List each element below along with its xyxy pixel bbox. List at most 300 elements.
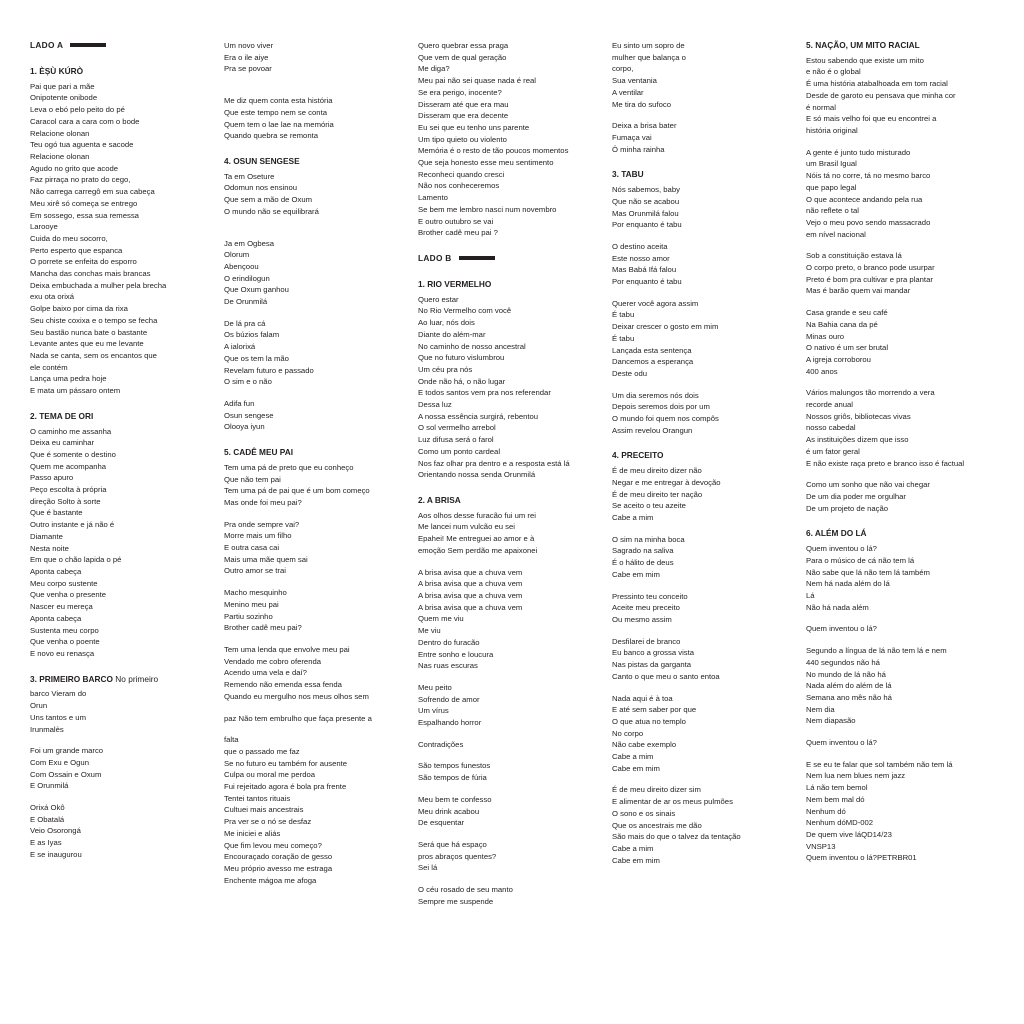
lyric-line: Tem uma lenda que envolve meu pai xyxy=(224,644,350,654)
lyric-line: Se aceito o teu azeite xyxy=(612,501,686,511)
lyric-line: Quem inventou o lá? xyxy=(806,738,877,748)
lyric-line: Os búzios falam xyxy=(224,330,280,340)
lyric-line: A igreja corroborou xyxy=(806,354,871,364)
track-title-suffix: No primeiro xyxy=(115,673,159,684)
lyric-line: Dessa luz xyxy=(418,400,452,410)
lyric-line: Epahei! Me entreguei ao amor e à xyxy=(418,534,535,544)
lyric-line: Nada se canta, sem os encantos que xyxy=(30,350,157,360)
lyric-line: Quero quebrar essa praga xyxy=(418,41,509,50)
lyric-line: Tem uma pá de preto que eu conheço xyxy=(224,462,354,472)
lyric-line: De quem vive láQD14/23 xyxy=(806,829,892,839)
lyric-line: Que seja honesto esse meu sentimento xyxy=(418,158,554,168)
lyric-line: nosso cabedal xyxy=(806,423,856,433)
lyric-line: que o passado me faz xyxy=(224,746,300,756)
lyric-line: Meu próprio avesso me estraga xyxy=(224,863,333,873)
lyric-line: Deste odu xyxy=(612,368,648,378)
lyric-line: história original xyxy=(806,126,858,135)
lyric-line: Eu sinto um sopro de xyxy=(612,41,685,50)
lyric-line: Passo apuro xyxy=(30,473,74,483)
lyric-line: De um dia poder me orgulhar xyxy=(806,491,906,501)
lyric-line: E outra casa cai xyxy=(224,543,280,553)
lyric-line: Se bem me lembro nasci num novembro xyxy=(418,204,557,214)
lyric-line: Tentei tantos rituais xyxy=(224,793,291,803)
lyric-line: A nossa essência surgirá, rebentou xyxy=(418,411,539,421)
lyric-line: Quem me viu xyxy=(418,614,464,624)
lyric-line: Quem me acompanha xyxy=(30,461,107,471)
lyric-line: E outro outubro se vai xyxy=(418,216,494,226)
lyric-line: Odomun nos ensinou xyxy=(224,183,298,193)
lyric-line: pros abraços quentes? xyxy=(418,851,497,861)
lyric-line: Lançada esta sentença xyxy=(612,345,692,355)
lyric-line: É tabu xyxy=(612,310,635,320)
lyric-line: E todos santos vem pra nos referendar xyxy=(418,388,551,398)
lyric-line: Me lancei num vulcão eu sei xyxy=(418,522,515,532)
lyric-line: Pressinto teu conceito xyxy=(612,591,688,601)
track-continuation xyxy=(418,40,596,239)
track-block xyxy=(612,169,790,436)
lyric-line: Reconheci quando cresci xyxy=(418,169,505,179)
lyric-line: Que é bastante xyxy=(30,508,83,518)
lyric-line: Assim revelou Orangun xyxy=(612,425,693,435)
lyric-line: E não existe raça preto e branco isso é factual xyxy=(806,458,965,468)
track-lyrics xyxy=(224,462,402,887)
lyric-line: Um dia seremos nós dois xyxy=(612,390,699,400)
lyric-line: Mas Babá Ifá falou xyxy=(612,265,677,275)
lyric-line: O erindilogun xyxy=(224,273,270,283)
lyric-line: Mas é barão quem vai mandar xyxy=(806,286,911,296)
lyric-line: Me tira do sufoco xyxy=(612,99,671,109)
lyric-line xyxy=(806,469,984,479)
lyric-line: Não sabe que lá não tem lá também xyxy=(806,567,930,577)
lyric-line xyxy=(806,240,984,250)
track-title: 3. TABU xyxy=(612,169,644,180)
lyric-line: As instituições dizem que isso xyxy=(806,435,909,445)
lyric-line xyxy=(224,703,402,713)
track-lyrics xyxy=(30,426,208,660)
lyric-line: Se no futuro eu também for ausente xyxy=(224,758,348,768)
track-lyrics xyxy=(418,294,596,481)
lyric-line: É o hálito de deus xyxy=(612,558,674,568)
lyric-line: Levante antes que eu me levante xyxy=(30,339,144,349)
lyric-line: Pra ver se o nó se desfaz xyxy=(224,817,312,827)
lyric-line: Orientando nossa senda Orunmilá xyxy=(418,470,536,480)
lyric-line: Segundo a língua de lá não tem lá e nem xyxy=(806,646,947,656)
lyric-line: São mais do que o talvez da tentação xyxy=(612,832,741,842)
lyric-line xyxy=(224,85,402,95)
lyric-line: No Rio Vermelho com você xyxy=(418,306,512,316)
track-block xyxy=(806,528,984,864)
lyric-line: Com Ossain e Oxum xyxy=(30,769,102,779)
lyric-line: Meu drink acabou xyxy=(418,806,480,816)
lyric-line: Por enquanto é tabu xyxy=(612,277,682,287)
lyric-line: Lança uma pedra hoje xyxy=(30,374,107,384)
lyric-line: Vendado me cobro oferenda xyxy=(224,656,322,666)
lyric-line: Nem há nada além do lá xyxy=(806,579,890,589)
track-lyrics xyxy=(806,543,984,864)
lyric-line: Outro instante e já não é xyxy=(30,520,115,530)
lyric-line: Nos faz olhar pra dentro e a resposta está lá xyxy=(418,458,570,468)
lyric-line: Nascer eu mereça xyxy=(30,602,93,612)
lyric-line: Um céu pra nós xyxy=(418,364,473,374)
lyric-line: Tem uma pá de pai que é um bom começo xyxy=(224,486,370,496)
lyric-line: O porrete se enfeita do esporro xyxy=(30,257,137,267)
lyric-line: em nível nacional xyxy=(806,229,866,239)
lyric-line: Um tipo quieto ou violento xyxy=(418,134,507,144)
lyric-line: Deixar crescer o gosto em mim xyxy=(612,322,719,332)
lyric-line: ele contém xyxy=(30,362,68,372)
lyric-line: é normal xyxy=(806,102,836,112)
lyric-line: e não é o global xyxy=(806,67,861,77)
track-block xyxy=(418,495,596,907)
lyric-line: não reflete o tal xyxy=(806,206,859,216)
lyric-line: Não há nada além xyxy=(806,602,869,612)
lyric-line: Sustenta meu corpo xyxy=(30,625,99,635)
lyric-line: Cabe em mim xyxy=(612,855,660,865)
lyric-line: São tempos funestos xyxy=(418,761,491,771)
track-title: 1. ÈṢÙ KÚRÒ xyxy=(30,66,84,76)
lyric-line: O nativo é um ser brutal xyxy=(806,343,889,353)
track-block xyxy=(224,156,402,433)
lyric-line: Nada aqui é à toa xyxy=(612,693,673,703)
lyric-line: Agudo no grito que acode xyxy=(30,163,119,173)
track-block xyxy=(30,411,208,660)
lyric-line xyxy=(612,380,790,390)
lyric-line: Meu peito xyxy=(418,682,452,692)
lyric-line: Meu corpo sustente xyxy=(30,578,98,588)
lyric-line: Enchente mágoa me afoga xyxy=(224,875,317,885)
track-continuation xyxy=(612,40,790,155)
lyric-line: O sim e o não xyxy=(224,377,272,387)
lyric-line: Desde de garoto eu pensava que minha cor xyxy=(806,90,956,100)
lyric-line: Luz difusa será o farol xyxy=(418,435,494,445)
lyric-line: Deixa eu caminhar xyxy=(30,438,95,448)
lyric-line: Vejo o meu povo sendo massacrado xyxy=(806,217,931,227)
lyric-line: Irunmalès xyxy=(30,724,64,734)
lyric-line: Nas ruas escuras xyxy=(418,661,478,671)
lyric-line: Sob a constituição estava lá xyxy=(806,251,902,261)
lyric-line: Larooye xyxy=(30,222,58,232)
lyric-line: Teu ogó tua aguenta e sacode xyxy=(30,140,134,150)
lyric-line: Quem inventou o lá? xyxy=(806,624,877,634)
lyric-line: Nóis tá no corre, tá no mesmo barco xyxy=(806,171,931,181)
lyric-line: Um vírus xyxy=(418,706,449,716)
track-block xyxy=(30,674,208,861)
lyric-line: Deixa embuchada a mulher pela brecha xyxy=(30,280,167,290)
lyric-line: Aceite meu preceito xyxy=(612,603,680,613)
lyric-line: Olooya iyun xyxy=(224,422,265,432)
lyric-line: Disseram que era decente xyxy=(418,111,509,121)
lyric-line: Deixa a brisa bater xyxy=(612,121,677,131)
lyric-line: No corpo xyxy=(612,728,644,738)
lyric-line: Cabe a mim xyxy=(612,843,654,853)
lyric-line: Nesta noite xyxy=(30,543,69,553)
lyric-line xyxy=(806,727,984,737)
lyric-line: O caminho me assanha xyxy=(30,426,112,436)
lyric-line: O céu rosado de seu manto xyxy=(418,885,513,895)
lyric-line: Quem inventou o lá?PETRBR01 xyxy=(806,853,917,863)
lyric-line xyxy=(612,231,790,241)
lyric-line: que papo legal xyxy=(806,182,857,192)
lyric-line: Onde não há, o não lugar xyxy=(418,376,506,386)
lyric-line xyxy=(418,784,596,794)
lyric-line: É de meu direito dizer sim xyxy=(612,785,701,795)
lyric-line: Nem lua nem blues nem jazz xyxy=(806,771,906,781)
lyric-line xyxy=(806,377,984,387)
track-block xyxy=(612,450,790,866)
lyric-line: Lamento xyxy=(418,193,448,203)
track-lyrics xyxy=(30,81,208,397)
lyric-line: Que venha o presente xyxy=(30,590,107,600)
lyric-line: Dentro do furacão xyxy=(418,637,480,647)
lyric-line: Acendo uma vela e daí? xyxy=(224,668,307,678)
track-lyrics-justified xyxy=(612,40,790,75)
lyric-line: Aponta cabeça xyxy=(30,613,82,623)
lyric-line: Cuida do meu socorro, xyxy=(30,233,108,243)
lyric-line: Veio Osorongá xyxy=(30,826,81,836)
lyric-line: O mundo não se equilibrará xyxy=(224,206,319,216)
lyric-line: E novo eu renasça xyxy=(30,648,95,658)
lyric-line: Memória é o resto de tão poucos momentos xyxy=(418,146,569,156)
lyric-line: Brother cadê meu pai ? xyxy=(418,228,498,238)
column-5 xyxy=(806,40,1000,1006)
track-lyrics xyxy=(224,40,402,142)
lyric-line: Fumaça vai xyxy=(612,132,652,142)
lyric-line: Minas ouro xyxy=(806,331,845,341)
lyric-line: E até sem saber por que xyxy=(612,705,697,715)
side-a-rule xyxy=(70,43,106,47)
lyric-line: Como um ponto cardeal xyxy=(418,446,501,456)
lyric-line xyxy=(418,729,596,739)
lyric-line: Nós sabemos, baby xyxy=(612,185,680,195)
lyric-line: Faz pirraça no prato do cego, xyxy=(30,175,131,185)
lyric-line: Leva o ebó pelo peito do pé xyxy=(30,105,125,115)
lyric-line xyxy=(224,634,402,644)
lyric-line: Lá xyxy=(806,590,815,600)
lyric-line: Em que o chão lapida o pé xyxy=(30,555,122,565)
lyric-line: Que sem a mão de Oxum xyxy=(224,195,313,205)
lyric-line: O sim na minha boca xyxy=(612,534,685,544)
lyric-line: Eu banco a grossa vista xyxy=(612,648,695,658)
side-a-label xyxy=(30,40,208,50)
track-title: 1. RIO VERMELHO xyxy=(418,278,492,289)
lyric-line: Cabe em mim xyxy=(612,569,660,579)
track-lyrics xyxy=(806,55,984,515)
lyric-line: Ta em Oseture xyxy=(224,171,275,181)
lyric-line xyxy=(806,749,984,759)
lyric-line xyxy=(806,613,984,623)
lyric-line: Pra se povoar xyxy=(224,64,272,74)
lyric-line: Que venha o poente xyxy=(30,637,100,647)
lyric-line: Orun xyxy=(30,701,48,711)
lyric-line xyxy=(612,581,790,591)
track-title: 5. NAÇÃO, UM MITO RACIAL xyxy=(806,40,920,50)
lyric-line xyxy=(224,228,402,238)
lyric-line: A ialorixá xyxy=(224,342,256,352)
lyric-line: Osun sengese xyxy=(224,410,274,420)
lyric-line: Ou mesmo assim xyxy=(612,614,672,624)
lyric-line xyxy=(224,724,402,734)
lyric-line: Caracol cara a cara com o bode xyxy=(30,116,140,126)
lyric-line: emoção Sem perdão me apaixonei xyxy=(418,545,538,555)
lyric-line: Seu bastão nunca bate o bastante xyxy=(30,327,148,337)
lyric-line xyxy=(806,297,984,307)
lyric-line: E mata um pássaro ontem xyxy=(30,386,121,396)
lyric-line: De lá pra cá xyxy=(224,318,266,328)
lyric-line: Que Oxum ganhou xyxy=(224,285,289,295)
lyric-line: Cultuei mais ancestrais xyxy=(224,805,304,815)
lyric-line: Eu sei que eu tenho uns parente xyxy=(418,122,530,132)
lyric-line: Fui rejeitado agora é bola pra frente xyxy=(224,782,347,792)
lyric-line: Entre sonho e loucura xyxy=(418,649,494,659)
lyric-line: Onipotente onibode xyxy=(30,93,98,103)
lyric-line: Revelam futuro e passado xyxy=(224,365,314,375)
track-title: 5. CADÊ MEU PAI xyxy=(224,447,293,458)
lyric-line: um Brasil Igual xyxy=(806,159,857,169)
track-title: 2. TEMA DE ORI xyxy=(30,410,94,421)
lyric-line: Nossos griôs, bibliotecas vivas xyxy=(806,411,911,421)
lyric-line: Na Bahia cana da pé xyxy=(806,319,878,329)
lyric-line: Contradições xyxy=(418,739,464,749)
lyric-line: Meu xirê só começa se entrego xyxy=(30,198,138,208)
track-block xyxy=(806,40,984,514)
lyric-line: O corpo preto, o branco pode usurpar xyxy=(806,263,935,273)
lyric-line: Diamante xyxy=(30,531,63,541)
lyric-line: Peço escolta à própria xyxy=(30,485,107,495)
lyric-line: Que não se acabou xyxy=(612,196,680,206)
lyric-line: Semana ano mês não há xyxy=(806,692,892,702)
lyric-line xyxy=(224,218,402,228)
lyric-line: E só mais velho foi que eu encontrei a xyxy=(806,114,937,124)
lyric-line: Abençoou xyxy=(224,261,259,271)
lyric-line: Negar e me entregar à devoção xyxy=(612,477,721,487)
side-a-label-text: LADO A xyxy=(30,40,64,50)
lyric-line: O mundo foi quem nos compôs xyxy=(612,414,719,424)
lyric-line: Golpe baixo por cima da rixa xyxy=(30,304,128,314)
lyric-line: Meu pai não sei quase nada é real xyxy=(418,76,536,86)
lyric-line: Relacione olonan xyxy=(30,128,90,138)
lyric-line: Aos olhos desse furacão fui um rei xyxy=(418,510,536,520)
lyric-line: Ja em Ogbesa xyxy=(224,238,274,248)
lyric-line: A brisa avisa que a chuva vem xyxy=(418,579,523,589)
lyric-line: Casa grande e seu café xyxy=(806,308,888,318)
lyric-line: É de meu direito ter nação xyxy=(612,489,703,499)
track-lyrics xyxy=(224,171,402,433)
lyric-line xyxy=(224,577,402,587)
lyric-line xyxy=(612,288,790,298)
lyric-line: Remendo não emenda essa fenda xyxy=(224,680,342,690)
lyric-line: Uns tantos e um xyxy=(30,712,86,722)
track-lyrics xyxy=(30,688,208,860)
lyric-line: O destino aceita xyxy=(612,241,668,251)
lyric-line: O que acontece andando pela rua xyxy=(806,194,923,204)
lyric-line: Relacione olonan xyxy=(30,152,90,161)
lyric-line: Que não tem pai xyxy=(224,474,281,484)
lyric-line: Adifa fun xyxy=(224,398,255,408)
lyric-line: Nem bem mal dó xyxy=(806,794,865,804)
track-title-text: 3. PRIMEIRO BARCO xyxy=(30,673,113,684)
lyric-line: Cabe a mim xyxy=(612,752,654,762)
lyric-line: Canto o que meu o santo entoa xyxy=(612,671,720,681)
lyric-line: Me viu xyxy=(418,626,441,636)
lyric-line: São tempos de fúria xyxy=(418,773,487,783)
track-title: 2. A BRISA xyxy=(418,494,461,505)
lyric-line: De esquentar xyxy=(418,818,465,828)
lyric-line: A ventilar xyxy=(612,87,644,97)
lyric-line: falta xyxy=(224,735,239,745)
lyric-line: Com Exu e Ogun xyxy=(30,757,89,767)
lyric-line xyxy=(612,683,790,693)
lyric-line xyxy=(612,110,790,120)
lyric-line: Será que há espaço xyxy=(418,839,487,849)
column-1 xyxy=(30,40,224,1006)
lyric-line: corpo, xyxy=(612,64,634,74)
lyric-line: Mancha das conchas mais brancas xyxy=(30,269,151,279)
lyric-line: Era o ile aiye xyxy=(224,52,269,62)
lyric-line: A brisa avisa que a chuva vem xyxy=(418,602,523,612)
lyric-line: O que atua no templo xyxy=(612,716,686,726)
lyric-line: Depois seremos dois por um xyxy=(612,402,710,412)
lyric-line: Pai que pari a mãe xyxy=(30,81,95,91)
track-continuation xyxy=(224,40,402,142)
lyric-line: Partiu sozinho xyxy=(224,611,273,621)
lyric-line xyxy=(30,735,208,745)
lyric-line: E se inaugurou xyxy=(30,849,82,859)
lyric-line: direção Solto à sorte xyxy=(30,496,101,506)
lyric-line: Macho mesquinho xyxy=(224,588,287,598)
lyric-line: Outro amor se trai xyxy=(224,566,286,576)
lyric-line: Morre mais um filho xyxy=(224,531,292,541)
lyric-line: Nem dia xyxy=(806,704,835,714)
lyric-line: Não carrega carregô em sua cabeça xyxy=(30,187,155,197)
lyric-line: Que é somente o destino xyxy=(30,449,116,459)
lyric-line: É de meu direito dizer não xyxy=(612,466,702,476)
lyric-line: Que este tempo nem se conta xyxy=(224,107,327,117)
lyric-line: Mas Orunmilá falou xyxy=(612,208,679,218)
lyric-line: paz Não tem embrulho que faça presente a xyxy=(224,713,372,723)
track-lyrics xyxy=(612,75,790,155)
lyric-line: É uma história atabalhoada em tom racial xyxy=(806,79,948,89)
lyric-line: No mundo de lá não há xyxy=(806,669,886,679)
lyric-line: Que vem de qual geração xyxy=(418,52,507,62)
lyric-line: De um projeto de nação xyxy=(806,503,889,513)
lyric-line: recorde anual xyxy=(806,400,854,410)
lyric-line: Quando eu mergulho nos meus olhos sem xyxy=(224,691,369,701)
lyric-line xyxy=(612,524,790,534)
lyric-line: mulher que balança o xyxy=(612,52,686,62)
lyric-line xyxy=(224,509,402,519)
lyric-line: Um novo viver xyxy=(224,41,274,50)
lyric-line: Vários malungos tão morrendo a vera xyxy=(806,388,935,398)
lyric-line xyxy=(224,308,402,318)
lyric-line: Quero estar xyxy=(418,294,459,304)
lyric-line xyxy=(30,792,208,802)
lyric-line: Nem diapasão xyxy=(806,716,856,726)
lyric-line xyxy=(418,557,596,567)
lyric-line: Sempre me suspende xyxy=(418,896,494,906)
lyric-line: Em sossego, essa sua remessa xyxy=(30,210,139,220)
lyric-line: exu ota orixá xyxy=(30,292,75,302)
track-title: 4. PRECEITO xyxy=(612,450,664,461)
lyric-line: Preto é bom pra cultivar e pra plantar xyxy=(806,274,933,284)
lyric-line: Me diz quem conta esta história xyxy=(224,96,333,106)
lyric-line: Sagrado na saliva xyxy=(612,546,674,556)
column-2 xyxy=(224,40,418,1006)
track-block xyxy=(30,66,208,397)
lyric-line: Me iniciei e aliás xyxy=(224,828,281,838)
lyric-line: Este nosso amor xyxy=(612,253,670,263)
lyric-line: Querer você agora assim xyxy=(612,298,699,308)
lyric-line: Que fim levou meu começo? xyxy=(224,840,322,850)
